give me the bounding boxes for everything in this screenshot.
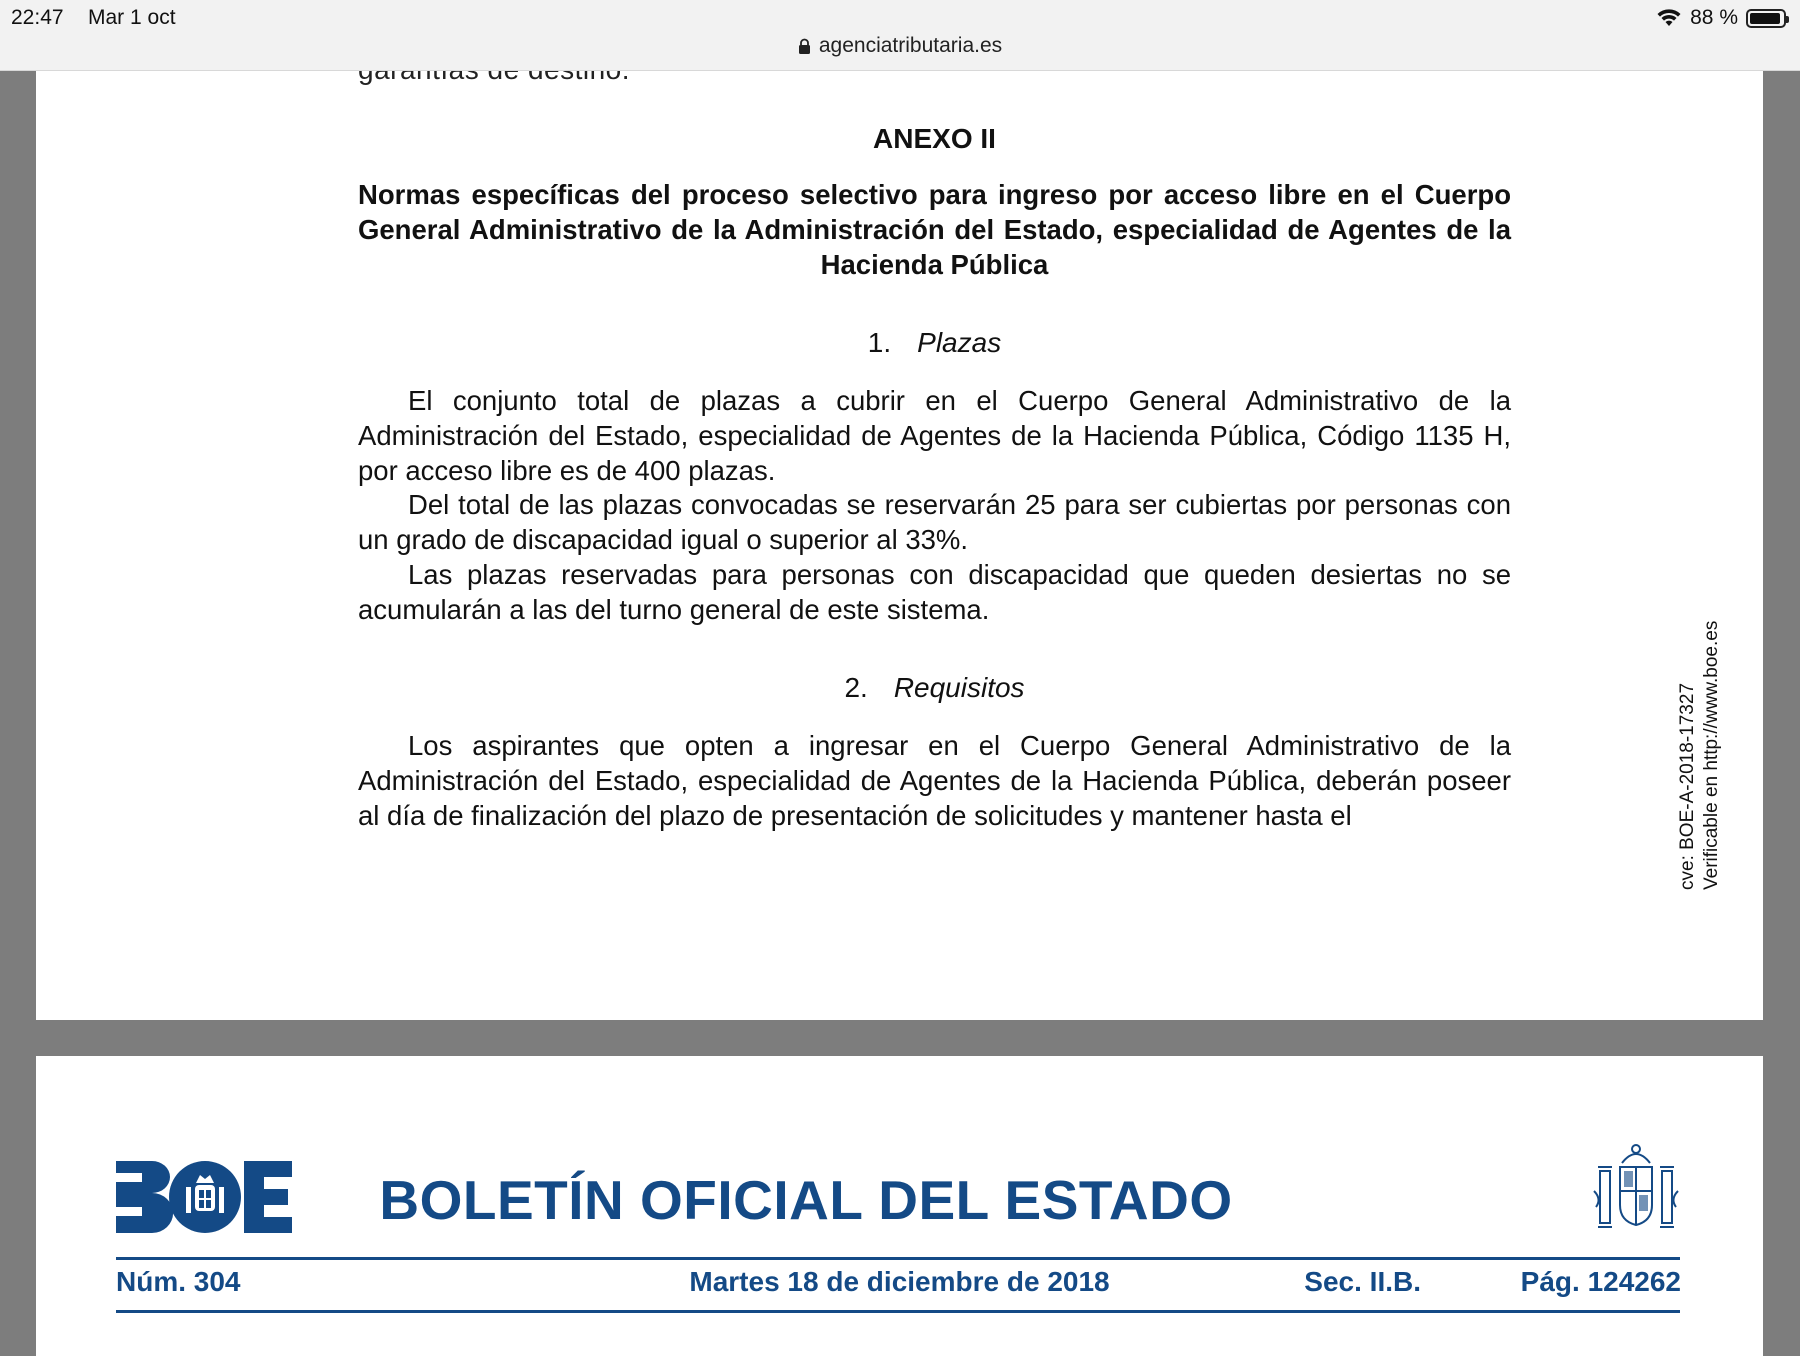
status-bar (0, 0, 1800, 71)
section-label: Sec. II.B. (1304, 1266, 1421, 1297)
status-time: 22:47 (11, 6, 64, 29)
section-heading (358, 326, 1511, 361)
norms-title: Normas específicas del proceso selectivo para ingreso por acceso libre en el Cuerpo General Administrativo de la Administración del Estado, especialidad de Agentes de la Hacienda Pública (358, 179, 1511, 280)
verification-note (1676, 590, 1736, 900)
annex-title: ANEXO II (873, 123, 996, 154)
document-page (36, 50, 1763, 1020)
header-rule (116, 1310, 1680, 1313)
section-title: Plazas (917, 327, 1002, 358)
paragraph: Los aspirantes que opten a ingresar en el Cuerpo General Administrativo de la Administración del Estado, especialidad de Agentes de la Hacienda Pública, deberán poseer al día de finalización del plazo de presentación de solicitudes y mantener hasta el (358, 730, 1511, 831)
section-body (358, 729, 1511, 833)
status-right (1656, 5, 1786, 31)
lock-icon (798, 38, 811, 55)
status-date: Mar 1 oct (88, 6, 176, 29)
paragraph: El conjunto total de plazas a cubrir en el Cuerpo General Administrativo de la Administración del Estado, especialidad de Agentes de la Hacienda Pública, Código 1135 H, por acceso libre es de 400 plazas. (358, 385, 1511, 486)
section-body (358, 384, 1511, 628)
document-page (36, 1056, 1763, 1356)
paragraph: Del total de las plazas convocadas se reservarán 25 para ser cubiertas por personas con un grado de discapacidad igual o superior al 33%. (358, 489, 1511, 556)
battery-percent: 88 % (1690, 6, 1738, 29)
section-title: Requisitos (893, 672, 1025, 703)
issue-number: Núm. 304 (116, 1266, 241, 1297)
verification-link: Verificable en http://www.boe.es (1701, 620, 1722, 890)
section-number: 2. (844, 672, 868, 703)
wifi-icon (1656, 8, 1682, 28)
paragraph: Las plazas reservadas para personas con discapacidad que queden desiertas no se acumularán a las del turno general de este sistema. (358, 558, 1511, 625)
section-heading (358, 671, 1511, 706)
section-number: 1. (867, 327, 892, 358)
publication-title: BOLETÍN OFICIAL DEL ESTADO (379, 1169, 1233, 1231)
page-number: Pág. 124262 (1520, 1266, 1681, 1297)
cve-code: cve: BOE-A-2018-17327 (1677, 682, 1698, 890)
address-bar[interactable] (0, 34, 1800, 58)
url-text[interactable]: agenciatributaria.es (818, 34, 1003, 57)
boe-logo (116, 1161, 292, 1233)
header-rule (116, 1257, 1680, 1260)
crest-icon (1592, 1141, 1680, 1237)
battery-icon (1746, 9, 1786, 28)
issue-date: Martes 18 de diciembre de 2018 (689, 1266, 1110, 1297)
